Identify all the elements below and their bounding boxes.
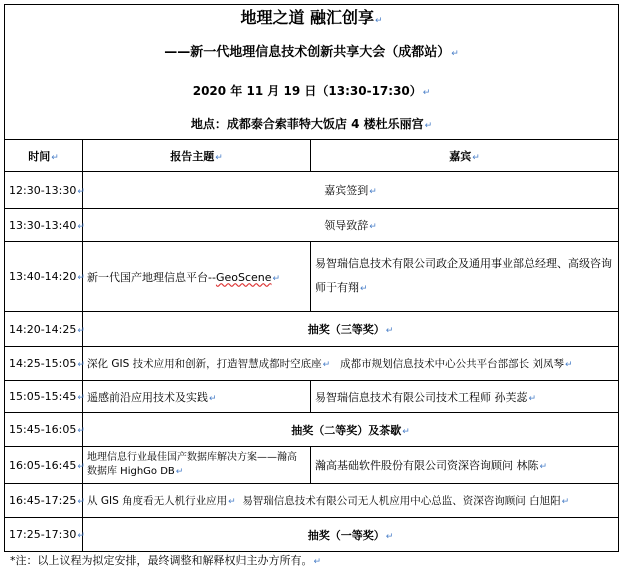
time-cell: 13:30-13:40↵ bbox=[5, 209, 83, 242]
table-row bbox=[5, 242, 619, 312]
event-date: 2020 年 11 月 19 日（13:30-17:30）↵ bbox=[192, 84, 431, 98]
column-header-topic: 报告主题↵ bbox=[83, 140, 311, 172]
table-row bbox=[5, 209, 619, 242]
time-cell: 14:25-15:05↵ bbox=[5, 347, 83, 381]
agenda-table bbox=[4, 4, 619, 552]
guest-cell: 易智瑞信息技术有限公司技术工程师 孙芙蕊↵ bbox=[311, 381, 619, 413]
event-venue: 地点：成都泰合索菲特大饭店 4 楼杜乐丽宫↵ bbox=[190, 117, 433, 131]
header-row bbox=[5, 5, 619, 140]
spellcheck-word: GeoScene bbox=[215, 270, 272, 284]
session-cell: 抽奖（二等奖）及茶歇↵ bbox=[83, 413, 619, 447]
session-cell: 抽奖（三等奖）↵ bbox=[83, 312, 619, 347]
table-row bbox=[5, 381, 619, 413]
topic-cell: 地理信息行业最佳国产数据库解决方案——瀚高数据库 HighGo DB↵ bbox=[83, 447, 311, 484]
table-row bbox=[5, 172, 619, 209]
column-header-row bbox=[5, 140, 619, 172]
guest-cell: 瀚高基础软件股份有限公司资深咨询顾问 林陈↵ bbox=[311, 447, 619, 484]
time-cell: 15:45-16:05↵ bbox=[5, 413, 83, 447]
topic-cell: 新一代国产地理信息平台--GeoScene↵ bbox=[83, 242, 311, 312]
topic-guest-cell: 深化 GIS 技术应用和创新，打造智慧成都时空底座↵ 成都市规划信息技术中心公共平台部部长 刘凤琴↵ bbox=[83, 347, 619, 381]
time-cell: 17:25-17:30↵ bbox=[5, 518, 83, 552]
guest-cell: 易智瑞信息技术有限公司政企及通用事业部总经理、高级咨询师于有翔↵ bbox=[311, 242, 619, 312]
table-row bbox=[5, 447, 619, 484]
time-cell: 12:30-13:30↵ bbox=[5, 172, 83, 209]
topic-cell: 遥感前沿应用技术及实践↵ bbox=[83, 381, 311, 413]
column-header-time: 时间↵ bbox=[5, 140, 83, 172]
event-subtitle: ——新一代地理信息技术创新共享大会（成都站）↵ bbox=[164, 45, 459, 60]
table-row bbox=[5, 484, 619, 518]
session-cell: 领导致辞↵ bbox=[83, 209, 619, 242]
column-header-guest: 嘉宾↵ bbox=[311, 140, 619, 172]
header-cell bbox=[5, 5, 619, 140]
table-row bbox=[5, 312, 619, 347]
event-title: 地理之道 融汇创享↵ bbox=[240, 8, 383, 27]
footnote: *注：以上议程为拟定安排，最终调整和解释权归主办方所有。↵ bbox=[10, 554, 322, 567]
time-cell: 14:20-14:25↵ bbox=[5, 312, 83, 347]
time-cell: 16:05-16:45↵ bbox=[5, 447, 83, 484]
time-cell: 16:45-17:25↵ bbox=[5, 484, 83, 518]
session-cell: 嘉宾签到↵ bbox=[83, 172, 619, 209]
table-row bbox=[5, 518, 619, 552]
time-cell: 15:05-15:45↵ bbox=[5, 381, 83, 413]
table-row bbox=[5, 413, 619, 447]
time-cell: 13:40-14:20↵ bbox=[5, 242, 83, 312]
topic-guest-cell: 从 GIS 角度看无人机行业应用↵ 易智瑞信息技术有限公司无人机应用中心总监、资深咨询顾问 白旭阳↵ bbox=[83, 484, 619, 518]
table-row bbox=[5, 347, 619, 381]
session-cell: 抽奖（一等奖）↵ bbox=[83, 518, 619, 552]
